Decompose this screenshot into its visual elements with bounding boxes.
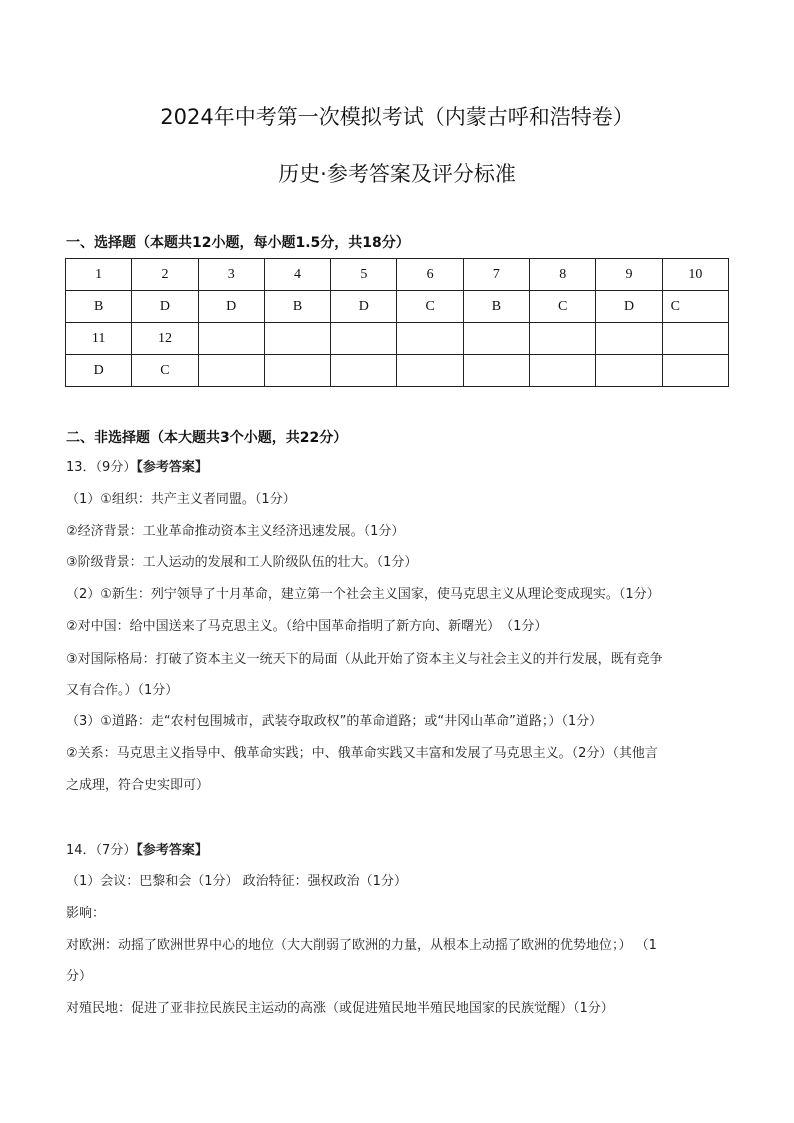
answer-line: 之成理，符合史实即可） [66, 778, 210, 793]
answer-table-cell: C [132, 355, 198, 387]
answer-table-cell [662, 323, 728, 355]
answer-table-cell [596, 355, 662, 387]
answer-table-cell: 7 [463, 259, 529, 291]
answer-table-cell [530, 323, 596, 355]
answer-line: 对欧洲：动摇了欧洲世界中心的地位（大大削弱了欧洲的力量，从根本上动摇了欧洲的优势地位；） （1 [66, 938, 657, 953]
answer-line: 分） [66, 969, 93, 984]
answer-table-cell [596, 323, 662, 355]
answer-table-cell [198, 323, 264, 355]
answer-table-cell: B [66, 291, 132, 323]
answer-table-row [66, 323, 729, 355]
section-heading-choice: 一、选择题（本题共12小题，每小题1.5分，共18分） [66, 235, 410, 251]
question-14-tag: 【参考答案】 [136, 843, 208, 858]
answer-table-cell [397, 355, 463, 387]
answer-table-cell [463, 355, 529, 387]
answer-table-cell: 11 [66, 323, 132, 355]
question-13-tag: 【参考答案】 [136, 460, 208, 475]
answer-table-cell: 3 [198, 259, 264, 291]
answer-line: ②经济背景：工业革命推动资本主义经济迅速发展。（1分） [66, 524, 405, 539]
answer-table-cell: 8 [530, 259, 596, 291]
answer-table-cell: D [198, 291, 264, 323]
answer-table-cell: C [530, 291, 596, 323]
answer-table-cell: D [66, 355, 132, 387]
answer-table-row [66, 259, 729, 291]
page-subtitle: 历史·参考答案及评分标准 [278, 162, 516, 186]
answer-line: （1）会议：巴黎和会（1分） 政治特征：强权政治（1分） [66, 874, 407, 889]
answer-table-cell [264, 355, 330, 387]
answer-table-cell: 4 [264, 259, 330, 291]
answer-line: ②关系：马克思主义指导中、俄革命实践；中、俄革命实践又丰富和发展了马克思主义。（2分）（其他言 [66, 746, 658, 761]
question-13-heading [66, 458, 730, 478]
answer-table-row [66, 291, 729, 323]
answer-table-cell: 1 [66, 259, 132, 291]
answer-table [65, 258, 729, 387]
answer-table-row [66, 355, 729, 387]
answer-table-cell: D [331, 291, 397, 323]
answer-table-cell [397, 323, 463, 355]
answer-table-cell: 12 [132, 323, 198, 355]
answer-table-cell: C [662, 291, 728, 323]
question-14-number: 14．（7分） [66, 843, 137, 858]
answer-table-cell: C [397, 291, 463, 323]
answer-table-cell [530, 355, 596, 387]
answer-line: （1）①组织：共产主义者同盟。（1分） [66, 492, 296, 507]
answer-table-cell: 9 [596, 259, 662, 291]
answer-line: ③阶级背景：工人运动的发展和工人阶级队伍的壮大。（1分） [66, 555, 418, 570]
answer-line: ②对中国：给中国送来了马克思主义。（给中国革命指明了新方向、新曙光） （1分） [66, 619, 548, 634]
answer-table-cell: 2 [132, 259, 198, 291]
answer-table-cell: B [264, 291, 330, 323]
answer-table-cell [331, 355, 397, 387]
answer-table-cell: D [132, 291, 198, 323]
answer-table-cell: D [596, 291, 662, 323]
answer-table-cell [331, 323, 397, 355]
answer-table-cell [463, 323, 529, 355]
answer-table-cell [264, 323, 330, 355]
answer-table-cell: 10 [662, 259, 728, 291]
answer-line: 又有合作。）（1分） [66, 683, 179, 698]
answer-table-cell: 5 [331, 259, 397, 291]
answer-line: 影响： [66, 906, 106, 921]
question-13-number: 13．（9分） [66, 460, 137, 475]
answer-table-cell: B [463, 291, 529, 323]
answer-line: （3）①道路：走“农村包围城市，武装夺取政权”的革命道路；或“井冈山革命”道路；）（1分） [66, 714, 603, 729]
answer-table-cell: 6 [397, 259, 463, 291]
answer-table-cell [662, 355, 728, 387]
answer-table-cell [198, 355, 264, 387]
answer-line: 对殖民地：促进了亚非拉民族民主运动的高涨（或促进殖民地半殖民地国家的民族觉醒）（1分） [66, 1001, 614, 1016]
question-14-heading [66, 841, 730, 861]
answer-line: （2）①新生：列宁领导了十月革命，建立第一个社会主义国家，使马克思主义从理论变成现实。（1分） [66, 587, 660, 602]
page-title: 2024年中考第一次模拟考试（内蒙古呼和浩特卷） [160, 105, 634, 129]
answer-line: ③对国际格局：打破了资本主义一统天下的局面（从此开始了资本主义与社会主义的并行发展，既有竞争 [66, 652, 663, 667]
section-heading-nonchoice: 二、非选择题（本大题共3个小题，共22分） [66, 430, 348, 446]
